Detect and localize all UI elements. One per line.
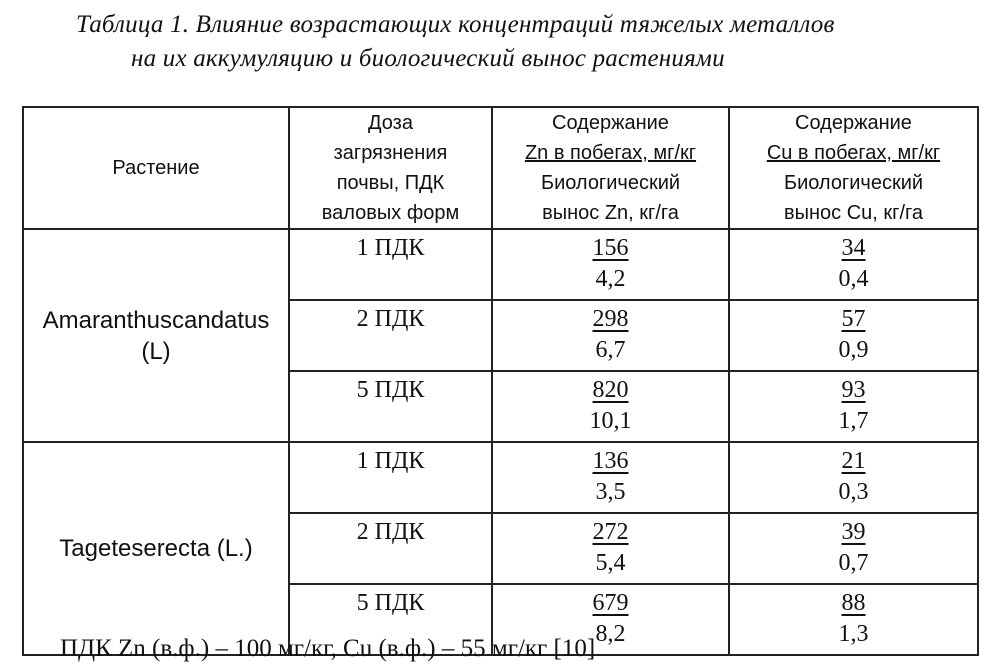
zn-content: 820 [592,377,629,403]
header-plant [23,107,289,229]
header-cu-line: Биологический [783,172,924,194]
header-cu-line: Содержание [795,112,912,134]
cu-cell [729,229,978,300]
table-header-row [23,107,978,229]
cu-content: 34 [841,235,866,261]
zn-cell [492,442,729,513]
zn-content: 272 [592,519,629,545]
zn-cell [492,300,729,371]
cu-removal: 1,3 [838,621,869,647]
cu-removal: 1,7 [838,408,869,434]
cu-removal: 0,4 [838,266,869,292]
header-zn-line: Zn в побегах, мг/кг [524,142,697,164]
header-cu-line: вынос Cu, кг/га [784,202,923,224]
zn-content: 679 [592,590,629,616]
cu-cell [729,371,978,442]
dose-cell: 1 ПДК [289,442,492,513]
cu-content: 57 [841,306,866,332]
cu-removal: 0,7 [838,550,869,576]
header-cu-line: Cu в побегах, мг/кг [766,142,941,164]
zn-removal: 8,2 [595,621,626,647]
plant-cell [23,229,289,442]
header-dose [289,107,492,229]
header-dose-line: Доза [368,112,413,134]
cu-removal: 0,9 [838,337,869,363]
cu-cell [729,513,978,584]
heavy-metals-table [22,106,979,656]
header-zn-line: Биологический [540,172,681,194]
cu-content: 21 [841,448,866,474]
dose-cell: 1 ПДК [289,229,492,300]
caption-line-1: Таблица 1. Влияние возрастающих концентраций тяжелых металлов [76,11,835,38]
zn-removal: 10,1 [589,408,632,434]
zn-removal: 5,4 [595,550,626,576]
header-dose-line: почвы, ПДК [336,172,445,194]
zn-removal: 3,5 [595,479,626,505]
plant-name-suffix: (L) [141,337,171,365]
plant-name: Tageteserecta (L.) [59,535,253,562]
zn-content: 156 [592,235,629,261]
table-footnote: ПДК Zn (в.ф.) – 100 мг/кг, Cu (в.ф.) – 55 мг/кг [10] [60,635,596,662]
header-plant-label: Растение [112,157,200,179]
dose-cell: 2 ПДК [289,513,492,584]
cu-content: 39 [841,519,866,545]
cu-removal: 0,3 [838,479,869,505]
cu-cell [729,584,978,655]
cu-content: 88 [841,590,866,616]
dose-cell: 2 ПДК [289,300,492,371]
header-zn-line: вынос Zn, кг/га [542,202,679,224]
header-dose-line: загрязнения [333,142,448,164]
cu-cell [729,300,978,371]
table-row [23,442,978,513]
cu-content: 93 [841,377,866,403]
plant-name: Amaranthuscandatus [42,306,270,334]
zn-content: 298 [592,306,629,332]
header-zn [492,107,729,229]
zn-cell [492,229,729,300]
plant-cell [23,442,289,655]
dose-cell: 5 ПДК [289,584,492,655]
header-dose-line: валовых форм [321,202,460,224]
cu-cell [729,442,978,513]
caption-line-2: на их аккумуляцию и биологический вынос растениями [131,45,725,72]
zn-content: 136 [592,448,629,474]
zn-removal: 6,7 [595,337,626,363]
zn-cell [492,513,729,584]
table-row [23,229,978,300]
header-zn-line: Содержание [552,112,669,134]
dose-cell: 5 ПДК [289,371,492,442]
zn-removal: 4,2 [595,266,626,292]
header-cu [729,107,978,229]
zn-cell [492,371,729,442]
